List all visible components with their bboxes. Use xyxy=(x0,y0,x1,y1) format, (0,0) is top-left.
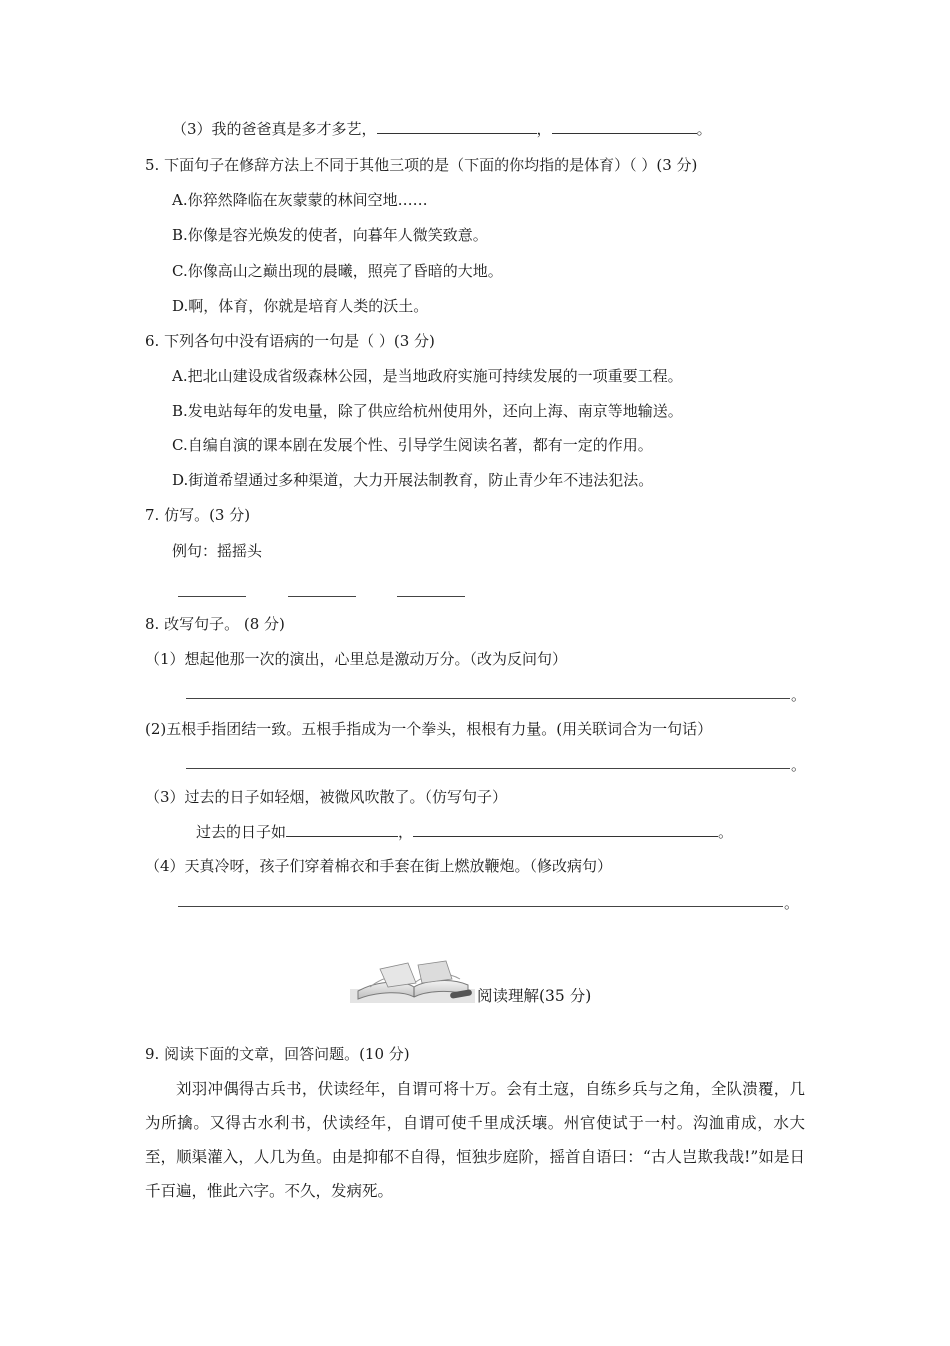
q4-item3-line xyxy=(172,118,712,140)
q8-item3-prefix: 过去的日子如 xyxy=(196,823,287,841)
section-title: 阅读理解(35 分) xyxy=(477,987,592,1005)
q5-option-d: D.啊，体育，你就是培育人类的沃土。 xyxy=(172,297,429,315)
q8-stem: 8. 改写句子。 (8 分) xyxy=(145,615,285,633)
q8-item4: （4）天真冷呀，孩子们穿着棉衣和手套在街上燃放鞭炮。（修改病句） xyxy=(145,857,613,875)
q5-option-c: C.你像高山之巅出现的晨曦，照亮了昏暗的大地。 xyxy=(172,262,503,280)
q8-item1-period: 。 xyxy=(791,686,807,704)
q8-item2-period: 。 xyxy=(791,756,807,774)
q8-item1-blank[interactable] xyxy=(186,698,790,699)
q8-item2: (2)五根手指团结一致。五根手指成为一个拳头，根根有力量。(用关联词合为一句话） xyxy=(145,720,713,738)
q8-item3-blank-1[interactable] xyxy=(286,822,398,837)
q7-blank-2[interactable] xyxy=(288,596,356,597)
q8-item3-end: 。 xyxy=(718,823,734,841)
open-book-icon xyxy=(350,955,475,1005)
q8-item4-blank[interactable] xyxy=(178,906,783,907)
q4-item3-blank-1[interactable] xyxy=(377,119,537,134)
q4-item3-blank-2[interactable] xyxy=(552,119,697,134)
q7-blank-3[interactable] xyxy=(397,596,465,597)
q7-blank-1[interactable] xyxy=(178,596,246,597)
q6-option-a: A.把北山建设成省级森林公园，是当地政府实施可持续发展的一项重要工程。 xyxy=(172,367,683,385)
q5-option-a: A.你猝然降临在灰蒙蒙的林间空地…… xyxy=(172,191,428,209)
q6-option-d: D.街道希望通过多种渠道，大力开展法制教育，防止青少年不违法犯法。 xyxy=(172,471,654,489)
q9-stem: 9. 阅读下面的文章，回答问题。(10 分) xyxy=(145,1045,410,1063)
q8-item4-period: 。 xyxy=(784,894,800,912)
q8-item3-blank-2[interactable] xyxy=(413,822,718,837)
q6-option-b: B.发电站每年的发电量，除了供应给杭州使用外，还向上海、南京等地输送。 xyxy=(172,402,683,420)
q5-stem: 5. 下面句子在修辞方法上不同于其他三项的是（下面的你均指的是体育）（ ）(3 分) xyxy=(145,156,698,174)
q8-item3-comma: ， xyxy=(398,823,414,841)
q8-item3-fill-line xyxy=(196,821,733,843)
q8-item2-blank[interactable] xyxy=(186,768,790,769)
q8-item3: （3）过去的日子如轻烟，被微风吹散了。（仿写句子） xyxy=(145,788,508,806)
q6-stem: 6. 下列各句中没有语病的一句是（ ）(3 分) xyxy=(145,332,435,350)
q9-passage: 刘羽冲偶得古兵书，伏读经年，自谓可将十万。会有土寇，自练乡兵与之角，全队溃覆，几为所擒。又得古水利书，伏读经年，自谓可使千里成沃壤。州官使试于一村。沟洫甫成，水大至，顺渠灌入，人几为鱼。由是抑郁不自得，恒独步庭阶，摇首自语曰：“古人岂欺我哉!”如是日千百遍，惟此六字。不久，发病死。 xyxy=(145,1080,805,1200)
q6-option-c: C.自编自演的课本剧在发展个性、引导学生阅读名著，都有一定的作用。 xyxy=(172,436,653,454)
q5-option-b: B.你像是容光焕发的使者，向暮年人微笑致意。 xyxy=(172,226,488,244)
q4-item3-end: 。 xyxy=(696,120,712,138)
q4-item3-text: （3）我的爸爸真是多才多艺， xyxy=(172,120,377,138)
q7-example: 例句：摇摇头 xyxy=(172,542,263,560)
q8-item1: （1）想起他那一次的演出，心里总是激动万分。（改为反问句） xyxy=(145,650,568,668)
q7-stem: 7. 仿写。(3 分) xyxy=(145,506,251,524)
q4-item3-sep: ， xyxy=(536,120,552,138)
